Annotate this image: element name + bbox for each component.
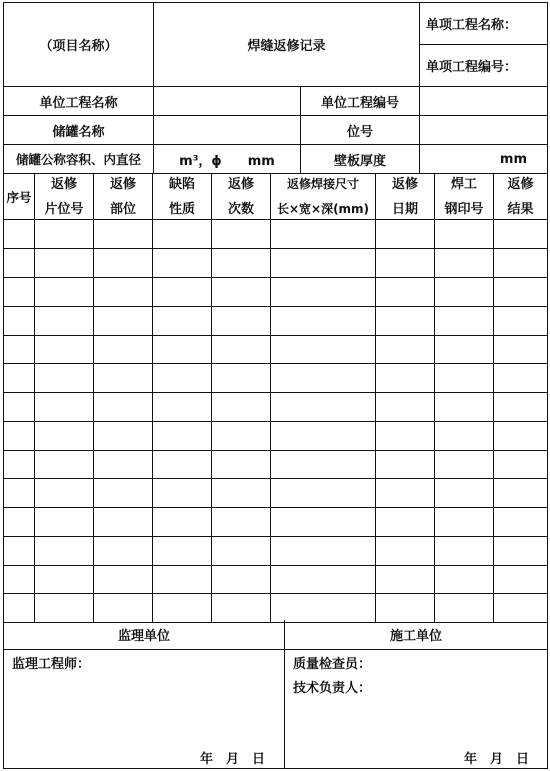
table-cell[interactable] bbox=[376, 565, 435, 594]
page-title: 焊缝返修记录 bbox=[247, 39, 326, 54]
table-cell[interactable] bbox=[212, 278, 271, 307]
form-title-cell bbox=[154, 3, 420, 87]
position-no-label-cell bbox=[301, 116, 420, 145]
table-cell[interactable] bbox=[271, 393, 376, 422]
col-header-weld-dimensions: 返修焊接尺寸 长×宽×深(mm) bbox=[271, 174, 376, 220]
table-cell[interactable] bbox=[153, 335, 212, 364]
col-header-welder-stamp: 焊工 钢印号 bbox=[435, 174, 494, 220]
table-cell[interactable] bbox=[94, 393, 153, 422]
table-cell[interactable] bbox=[494, 479, 547, 508]
table-cell[interactable] bbox=[494, 364, 547, 393]
table-cell[interactable] bbox=[153, 450, 212, 479]
table-cell[interactable] bbox=[376, 364, 435, 393]
weld-repair-record-form bbox=[3, 2, 548, 769]
table-cell[interactable] bbox=[35, 565, 94, 594]
table-cell[interactable] bbox=[212, 421, 271, 450]
table-cell[interactable] bbox=[212, 565, 271, 594]
table-cell[interactable] bbox=[94, 536, 153, 565]
tank-name-value[interactable] bbox=[154, 116, 301, 145]
table-cell[interactable] bbox=[376, 220, 435, 249]
table-cell[interactable] bbox=[153, 565, 212, 594]
table-cell[interactable] bbox=[494, 220, 547, 249]
table-cell[interactable] bbox=[212, 508, 271, 537]
technical-leader-label: 技术负责人： bbox=[293, 681, 372, 696]
construction-unit-label: 施工单位 bbox=[389, 629, 442, 644]
table-cell[interactable] bbox=[153, 421, 212, 450]
table-cell[interactable] bbox=[271, 479, 376, 508]
table-cell[interactable] bbox=[376, 508, 435, 537]
col-header-repair-count: 返修 次数 bbox=[212, 174, 271, 220]
table-cell[interactable] bbox=[35, 536, 94, 565]
table-cell[interactable] bbox=[494, 450, 547, 479]
date-left: 年 月 日 bbox=[200, 752, 266, 767]
table-cell[interactable] bbox=[376, 249, 435, 278]
table-cell[interactable] bbox=[435, 306, 494, 335]
table-cell[interactable] bbox=[94, 249, 153, 278]
supervision-unit-label: 监理单位 bbox=[117, 629, 170, 644]
table-cell[interactable] bbox=[435, 536, 494, 565]
table-cell[interactable] bbox=[494, 594, 547, 623]
table-cell[interactable] bbox=[94, 565, 153, 594]
position-no-label: 位号 bbox=[346, 124, 373, 140]
position-no-value[interactable] bbox=[420, 116, 547, 145]
table-cell[interactable] bbox=[4, 565, 35, 594]
unit-work-no-label-cell bbox=[301, 87, 420, 116]
table-cell[interactable] bbox=[435, 393, 494, 422]
table-cell[interactable] bbox=[94, 335, 153, 364]
unit-project-name-label: 单项工程名称： bbox=[426, 18, 518, 33]
table-cell[interactable] bbox=[271, 335, 376, 364]
tank-name-label-cell bbox=[4, 116, 154, 145]
table-cell[interactable] bbox=[4, 536, 35, 565]
unit-work-no-value[interactable] bbox=[420, 87, 547, 116]
table-cell[interactable] bbox=[494, 335, 547, 364]
table-cell[interactable] bbox=[35, 479, 94, 508]
table-cell[interactable] bbox=[94, 508, 153, 537]
unit-project-name-cell bbox=[420, 3, 547, 45]
table-cell[interactable] bbox=[4, 364, 35, 393]
table-cell[interactable] bbox=[153, 508, 212, 537]
table-cell[interactable] bbox=[4, 450, 35, 479]
unit-project-no-label: 单项工程编号： bbox=[426, 60, 518, 75]
tank-volume-label: 储罐公称容积、内直径 bbox=[15, 152, 141, 167]
wall-thickness-label: 壁板厚度 bbox=[333, 153, 386, 169]
table-cell[interactable] bbox=[435, 450, 494, 479]
table-cell[interactable] bbox=[212, 220, 271, 249]
table-cell[interactable] bbox=[212, 364, 271, 393]
project-name-cell bbox=[4, 3, 154, 87]
table-cell[interactable] bbox=[435, 421, 494, 450]
table-cell[interactable] bbox=[94, 278, 153, 307]
table-cell[interactable] bbox=[376, 536, 435, 565]
table-cell[interactable] bbox=[4, 335, 35, 364]
table-cell[interactable] bbox=[4, 249, 35, 278]
wall-unit: mm bbox=[499, 151, 527, 167]
table-cell[interactable] bbox=[35, 421, 94, 450]
table-cell[interactable] bbox=[35, 508, 94, 537]
date-right: 年 月 日 bbox=[464, 752, 530, 767]
col-header-repair-date: 返修 日期 bbox=[376, 174, 435, 220]
table-cell[interactable] bbox=[435, 278, 494, 307]
table-cell[interactable] bbox=[4, 220, 35, 249]
volume-unit: m³，ϕ mm bbox=[179, 153, 275, 169]
table-cell[interactable] bbox=[35, 220, 94, 249]
table-cell[interactable] bbox=[271, 306, 376, 335]
table-cell[interactable] bbox=[35, 594, 94, 623]
table-cell[interactable] bbox=[435, 594, 494, 623]
table-cell[interactable] bbox=[35, 393, 94, 422]
table-cell[interactable] bbox=[376, 335, 435, 364]
table-cell[interactable] bbox=[435, 364, 494, 393]
tank-volume-label-cell bbox=[4, 145, 154, 174]
table-cell[interactable] bbox=[271, 450, 376, 479]
project-name: （项目名称） bbox=[39, 39, 118, 54]
table-cell[interactable] bbox=[376, 306, 435, 335]
table-cell[interactable] bbox=[494, 565, 547, 594]
table-cell[interactable] bbox=[435, 220, 494, 249]
unit-project-no-cell bbox=[420, 45, 547, 87]
table-cell[interactable] bbox=[435, 335, 494, 364]
table-cell[interactable] bbox=[153, 479, 212, 508]
table-cell[interactable] bbox=[435, 479, 494, 508]
unit-work-name-value[interactable] bbox=[154, 87, 301, 116]
col-header-film-position: 返修 片位号 bbox=[35, 174, 94, 220]
table-cell[interactable] bbox=[94, 421, 153, 450]
wall-thickness-value[interactable] bbox=[420, 145, 547, 174]
col-header-seq: 序号 bbox=[4, 174, 35, 220]
table-cell[interactable] bbox=[376, 421, 435, 450]
table-cell[interactable] bbox=[153, 393, 212, 422]
table-cell[interactable] bbox=[212, 450, 271, 479]
col-header-repair-location: 返修 部位 bbox=[94, 174, 153, 220]
table-cell[interactable] bbox=[494, 278, 547, 307]
table-cell[interactable] bbox=[153, 249, 212, 278]
table-cell[interactable] bbox=[494, 393, 547, 422]
unit-work-no-label: 单位工程编号 bbox=[320, 95, 399, 111]
table-cell[interactable] bbox=[4, 421, 35, 450]
table-cell[interactable] bbox=[35, 335, 94, 364]
table-cell[interactable] bbox=[271, 249, 376, 278]
table-cell[interactable] bbox=[494, 421, 547, 450]
col-header-repair-result: 返修 结果 bbox=[494, 174, 547, 220]
table-cell[interactable] bbox=[4, 508, 35, 537]
table-cell[interactable] bbox=[35, 278, 94, 307]
table-cell[interactable] bbox=[376, 479, 435, 508]
table-cell[interactable] bbox=[94, 479, 153, 508]
table-cell[interactable] bbox=[94, 594, 153, 623]
table-cell[interactable] bbox=[35, 306, 94, 335]
construction-unit-header bbox=[285, 620, 547, 650]
table-cell[interactable] bbox=[212, 594, 271, 623]
table-cell[interactable] bbox=[494, 306, 547, 335]
supervising-engineer-label: 监理工程师： bbox=[12, 657, 91, 672]
table-cell[interactable] bbox=[271, 220, 376, 249]
table-cell[interactable] bbox=[35, 364, 94, 393]
table-cell[interactable] bbox=[212, 249, 271, 278]
table-cell[interactable] bbox=[4, 306, 35, 335]
quality-inspector-label: 质量检查员： bbox=[293, 657, 372, 672]
table-cell[interactable] bbox=[435, 508, 494, 537]
table-cell[interactable] bbox=[435, 565, 494, 594]
table-cell[interactable] bbox=[4, 479, 35, 508]
table-cell[interactable] bbox=[153, 278, 212, 307]
table-cell[interactable] bbox=[94, 306, 153, 335]
col-header-defect-type: 缺陷 性质 bbox=[153, 174, 212, 220]
table-cell[interactable] bbox=[271, 278, 376, 307]
table-cell[interactable] bbox=[376, 594, 435, 623]
table-cell[interactable] bbox=[376, 393, 435, 422]
table-cell[interactable] bbox=[376, 278, 435, 307]
table-cell[interactable] bbox=[271, 421, 376, 450]
table-cell[interactable] bbox=[271, 364, 376, 393]
tank-name-label: 储罐名称 bbox=[52, 124, 105, 140]
table-cell[interactable] bbox=[271, 565, 376, 594]
table-cell[interactable] bbox=[94, 220, 153, 249]
table-cell[interactable] bbox=[494, 508, 547, 537]
table-cell[interactable] bbox=[376, 450, 435, 479]
table-cell[interactable] bbox=[35, 249, 94, 278]
table-cell[interactable] bbox=[271, 594, 376, 623]
table-cell[interactable] bbox=[494, 536, 547, 565]
table-cell[interactable] bbox=[4, 278, 35, 307]
table-cell[interactable] bbox=[35, 450, 94, 479]
table-cell[interactable] bbox=[212, 393, 271, 422]
unit-work-name-label-cell bbox=[4, 87, 154, 116]
table-cell[interactable] bbox=[153, 306, 212, 335]
table-cell[interactable] bbox=[212, 479, 271, 508]
table-cell[interactable] bbox=[94, 450, 153, 479]
table-cell[interactable] bbox=[212, 536, 271, 565]
tank-volume-value[interactable] bbox=[154, 145, 301, 174]
table-cell[interactable] bbox=[153, 594, 212, 623]
wall-thickness-label-cell bbox=[301, 145, 420, 174]
unit-work-name-label: 单位工程名称 bbox=[39, 95, 118, 111]
table-cell[interactable] bbox=[153, 364, 212, 393]
table-cell[interactable] bbox=[153, 536, 212, 565]
table-cell[interactable] bbox=[435, 249, 494, 278]
table-cell[interactable] bbox=[212, 306, 271, 335]
table-cell[interactable] bbox=[4, 594, 35, 623]
table-cell[interactable] bbox=[271, 508, 376, 537]
table-cell[interactable] bbox=[271, 536, 376, 565]
table-cell[interactable] bbox=[494, 249, 547, 278]
table-cell[interactable] bbox=[153, 220, 212, 249]
supervision-unit-header bbox=[4, 620, 285, 650]
table-cell[interactable] bbox=[4, 393, 35, 422]
table-cell[interactable] bbox=[212, 335, 271, 364]
table-cell[interactable] bbox=[94, 364, 153, 393]
